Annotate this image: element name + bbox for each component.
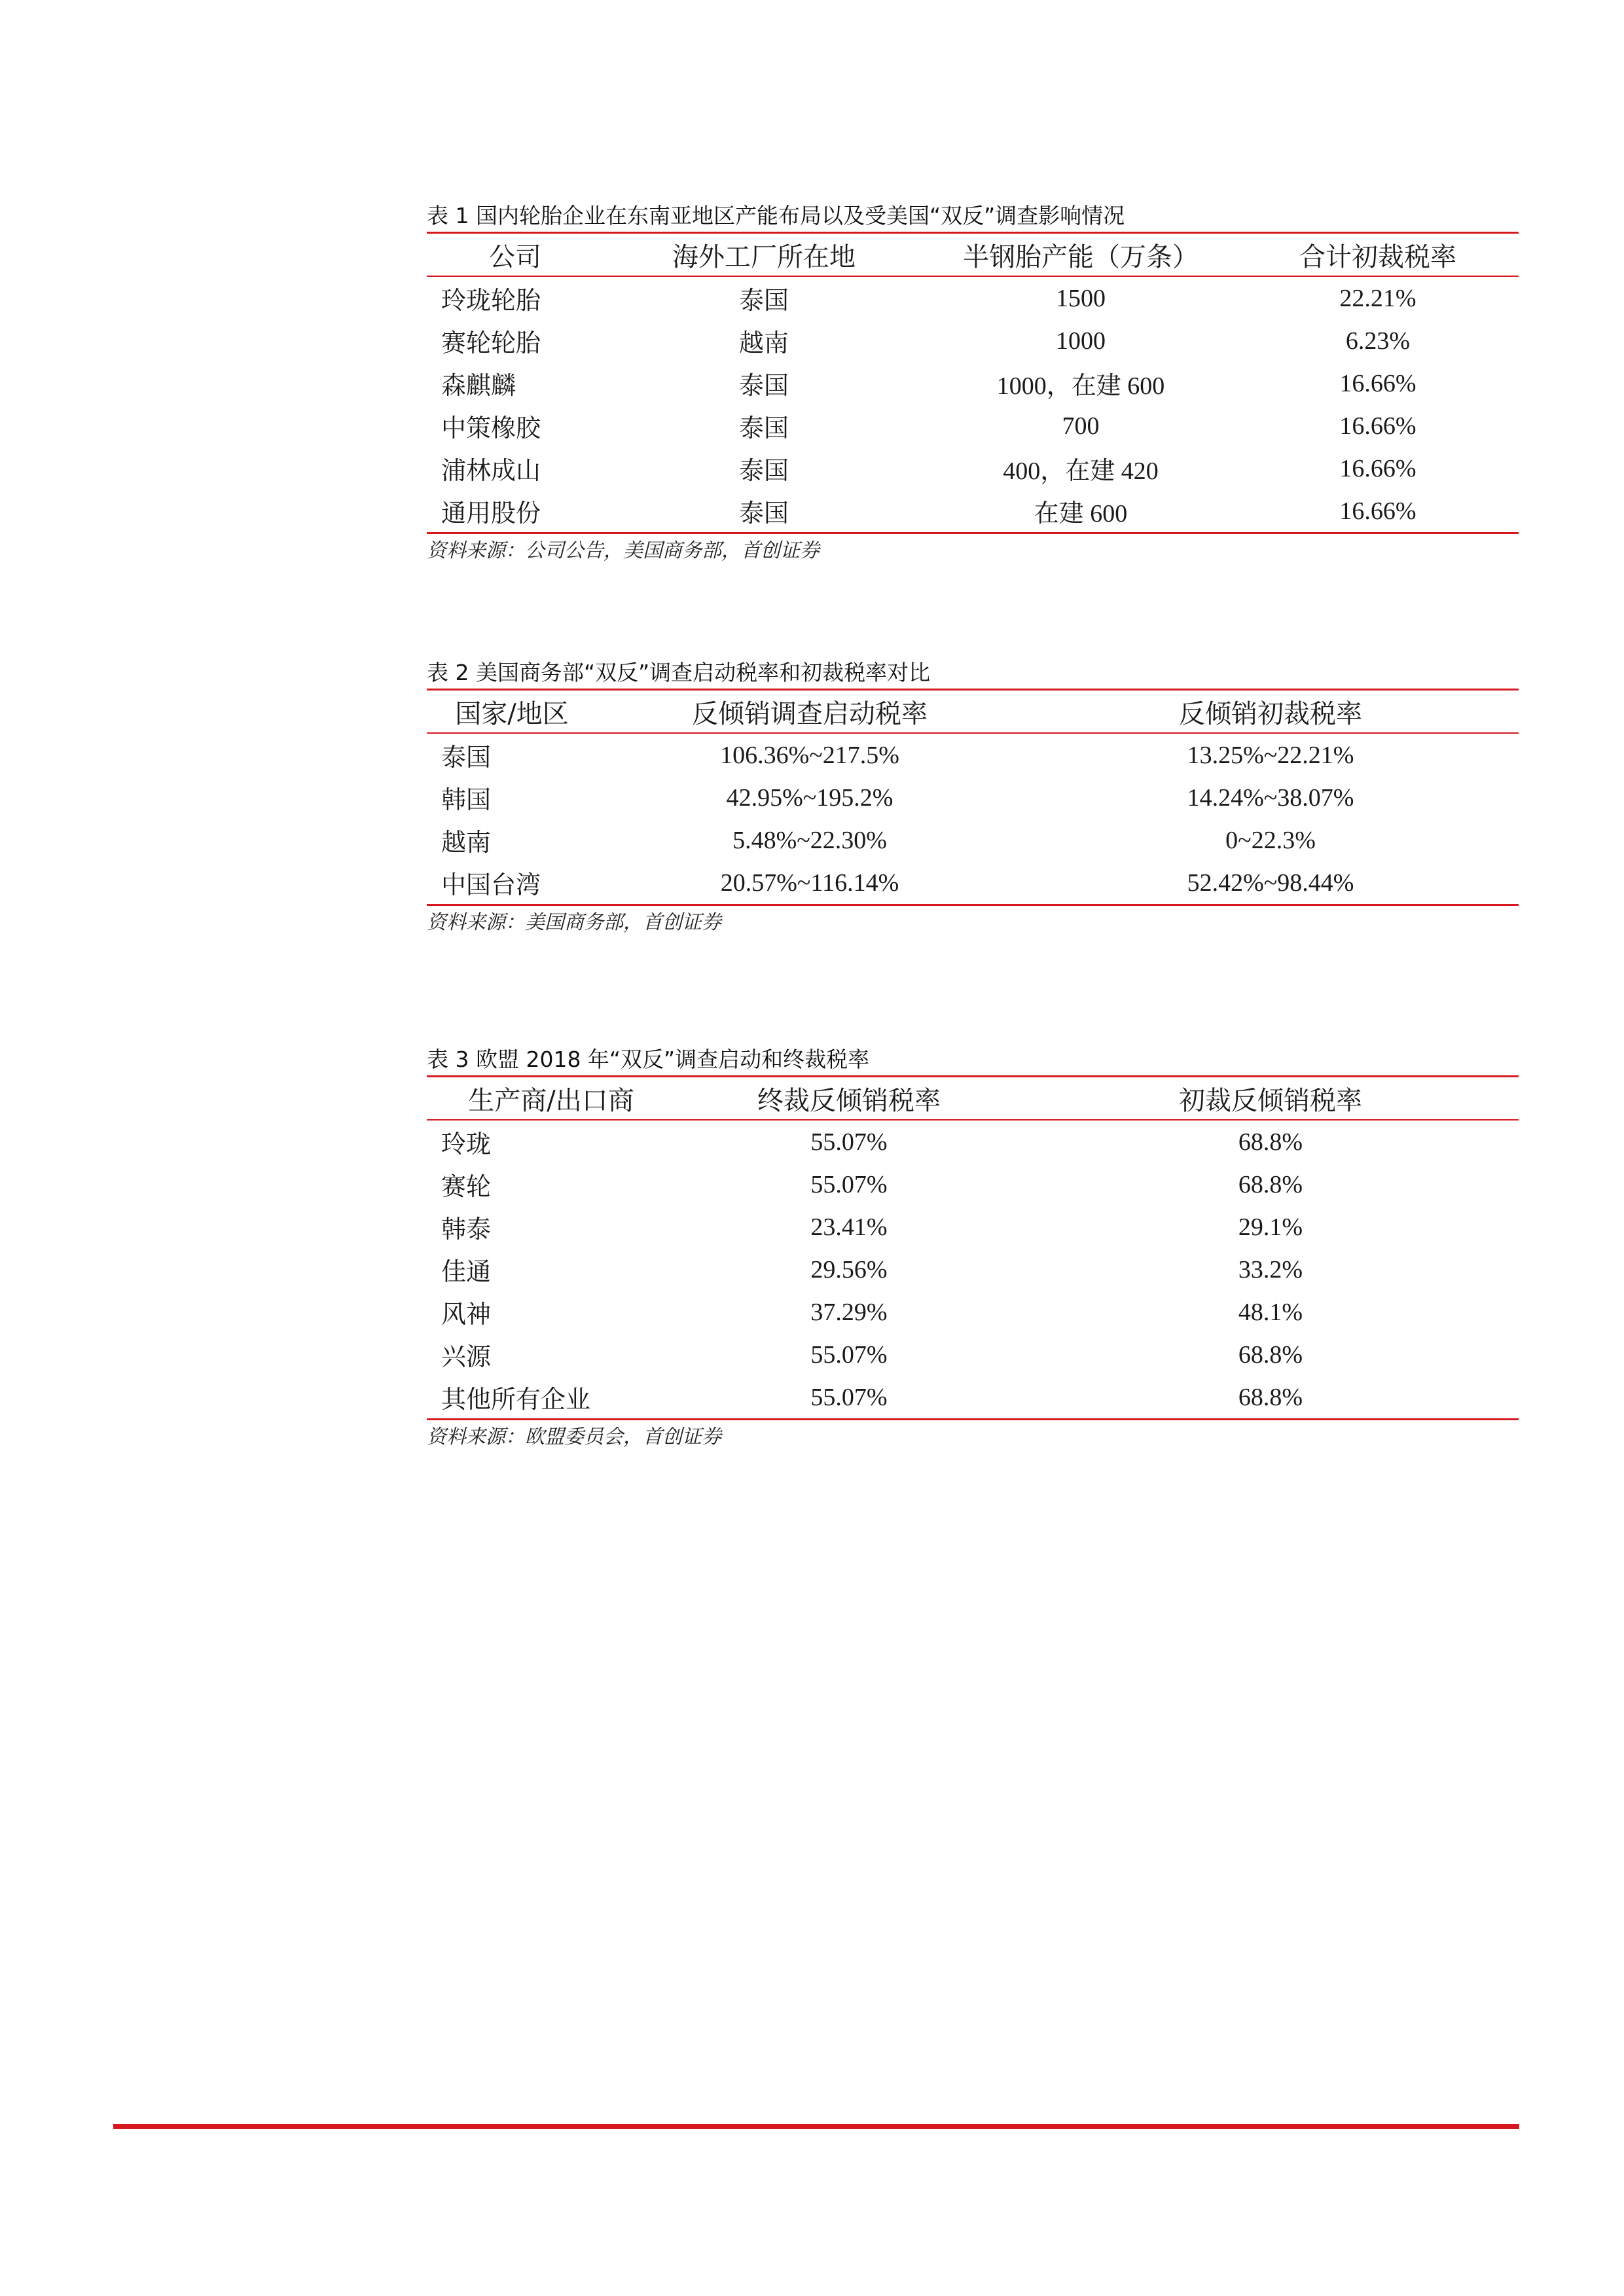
table-row — [427, 1333, 1519, 1376]
table-2-cell-initial-rate: 106.36%~217.5% — [720, 741, 899, 769]
table-3-cell-prelim-rate: 68.8% — [1238, 1340, 1303, 1369]
table-1-header-rate: 合计初裁税率 — [1299, 242, 1456, 272]
table-2-cell-prelim-rate: 13.25%~22.21% — [1187, 741, 1354, 769]
table-2-cell-region: 韩国 — [441, 785, 492, 814]
table-3-cell-final-rate: 55.07% — [810, 1340, 888, 1369]
table-2-source: 资料来源：美国商务部，首创证券 — [427, 911, 721, 934]
table-row — [427, 734, 1519, 776]
table-2-cell-initial-rate: 20.57%~116.14% — [720, 869, 899, 897]
table-1-cell-rate: 16.66% — [1339, 412, 1416, 440]
table-3-cell-prelim-rate: 68.8% — [1238, 1383, 1303, 1411]
table-1-caption: 表 1 国内轮胎企业在东南亚地区产能布局以及受美国“双反”调查影响情况 — [427, 203, 1125, 228]
table-1-cell-rate: 16.66% — [1339, 369, 1416, 397]
table-1-block — [427, 200, 1519, 568]
table-3-cell-producer: 韩泰 — [441, 1215, 492, 1244]
page-footer-rule — [113, 2124, 1519, 2129]
table-2-header-prelim-rate: 反倾销初裁税率 — [1179, 698, 1362, 729]
table-1-cell-capacity: 在建 600 — [1034, 500, 1128, 528]
table-3-cell-producer: 其他所有企业 — [441, 1385, 591, 1414]
table-2-cell-prelim-rate: 14.24%~38.07% — [1187, 783, 1354, 812]
table-3-cell-prelim-rate: 68.8% — [1238, 1170, 1303, 1198]
table-3-cell-producer: 风神 — [441, 1300, 492, 1329]
table-3-cell-final-rate: 29.56% — [810, 1255, 888, 1283]
table-3-cell-prelim-rate: 29.1% — [1238, 1213, 1303, 1241]
table-1-cell-capacity: 700 — [1062, 412, 1100, 440]
table-3-cell-producer: 佳通 — [441, 1257, 492, 1286]
table-row — [427, 1291, 1519, 1333]
table-row — [427, 1163, 1519, 1206]
table-2-body — [427, 734, 1519, 904]
table-3-block — [427, 1044, 1519, 1454]
table-1-cell-rate: 16.66% — [1339, 454, 1416, 482]
table-2-header-row — [427, 691, 1519, 732]
table-2-cell-region: 中国台湾 — [441, 870, 541, 899]
table-1-cell-capacity: 400，在建 420 — [1003, 457, 1159, 485]
table-1-cell-location: 泰国 — [738, 286, 789, 315]
table-2-block — [427, 657, 1519, 940]
table-1-cell-capacity: 1000，在建 600 — [996, 372, 1165, 400]
table-2-cell-region: 泰国 — [441, 743, 492, 772]
table-row — [427, 1206, 1519, 1248]
table-3-cell-final-rate: 23.41% — [810, 1213, 888, 1241]
table-1-cell-rate: 16.66% — [1339, 497, 1416, 525]
table-1-header-capacity: 半钢胎产能（万条） — [963, 242, 1199, 272]
table-row — [427, 404, 1519, 447]
table-3-cell-final-rate: 37.29% — [810, 1298, 888, 1326]
table-3-cell-prelim-rate: 68.8% — [1238, 1128, 1303, 1156]
table-1-cell-rate: 6.23% — [1345, 327, 1411, 355]
table-1-source: 资料来源：公司公告，美国商务部，首创证券 — [427, 539, 820, 562]
table-1-cell-rate: 22.21% — [1339, 284, 1416, 312]
table-3-header-prelim-rate: 初裁反倾销税率 — [1179, 1085, 1362, 1116]
table-2-cell-initial-rate: 5.48%~22.30% — [732, 826, 887, 854]
table-3-header-producer: 生产商/出口商 — [468, 1085, 634, 1116]
table-row — [427, 1121, 1519, 1163]
table-1-cell-location: 泰国 — [738, 414, 789, 442]
table-1-cell-company: 浦林成山 — [441, 456, 541, 485]
table-row — [427, 319, 1519, 362]
table-3-cell-prelim-rate: 48.1% — [1238, 1298, 1303, 1326]
table-3-cell-producer: 赛轮 — [441, 1172, 492, 1201]
table-2-cell-prelim-rate: 52.42%~98.44% — [1187, 869, 1354, 897]
table-1-body — [427, 277, 1519, 532]
table-1-cell-company: 赛轮轮胎 — [441, 329, 541, 357]
table-row — [427, 362, 1519, 404]
table-row — [427, 819, 1519, 861]
table-1-cell-location: 越南 — [738, 329, 789, 357]
table-2-caption: 表 2 美国商务部“双反”调查启动税率和初裁税率对比 — [427, 660, 931, 685]
table-1-header-company: 公司 — [489, 242, 541, 272]
table-row — [427, 277, 1519, 319]
table-3-body — [427, 1121, 1519, 1418]
table-row — [427, 1248, 1519, 1291]
table-3-cell-prelim-rate: 33.2% — [1238, 1255, 1303, 1283]
table-2-header-region: 国家/地区 — [455, 698, 569, 729]
table-1-cell-company: 森麒麟 — [441, 371, 516, 400]
table-2-cell-region: 越南 — [441, 828, 492, 857]
table-2-cell-initial-rate: 42.95%~195.2% — [726, 783, 893, 812]
table-3-header-final-rate: 终裁反倾销税率 — [757, 1085, 941, 1116]
table-row — [427, 861, 1519, 904]
table-1-header-row — [427, 234, 1519, 276]
table-row — [427, 447, 1519, 490]
table-row — [427, 490, 1519, 532]
table-1-cell-capacity: 1000 — [1056, 327, 1106, 355]
table-3-cell-producer: 兴源 — [441, 1342, 492, 1371]
table-2-header-initial-rate: 反倾销调查启动税率 — [692, 698, 928, 729]
table-3-header-row — [427, 1077, 1519, 1119]
table-3-cell-final-rate: 55.07% — [810, 1170, 888, 1198]
table-1-cell-capacity: 1500 — [1056, 284, 1106, 312]
table-3-cell-final-rate: 55.07% — [810, 1128, 888, 1156]
table-1-header-location: 海外工厂所在地 — [672, 242, 856, 272]
table-3-cell-producer: 玲珑 — [441, 1130, 492, 1158]
table-1-cell-company: 中策橡胶 — [441, 414, 541, 442]
table-3-source: 资料来源：欧盟委员会，首创证券 — [427, 1426, 721, 1448]
table-2-cell-prelim-rate: 0~22.3% — [1225, 826, 1316, 854]
table-1-cell-location: 泰国 — [738, 499, 789, 528]
table-3-caption: 表 3 欧盟 2018 年“双反”调查启动和终裁税率 — [427, 1047, 870, 1072]
table-row — [427, 776, 1519, 819]
table-1-cell-company: 通用股份 — [441, 499, 541, 528]
table-1-cell-location: 泰国 — [738, 456, 789, 485]
table-3-cell-final-rate: 55.07% — [810, 1383, 888, 1411]
table-1-cell-location: 泰国 — [738, 371, 789, 400]
table-1-cell-company: 玲珑轮胎 — [441, 286, 541, 315]
table-row — [427, 1376, 1519, 1418]
